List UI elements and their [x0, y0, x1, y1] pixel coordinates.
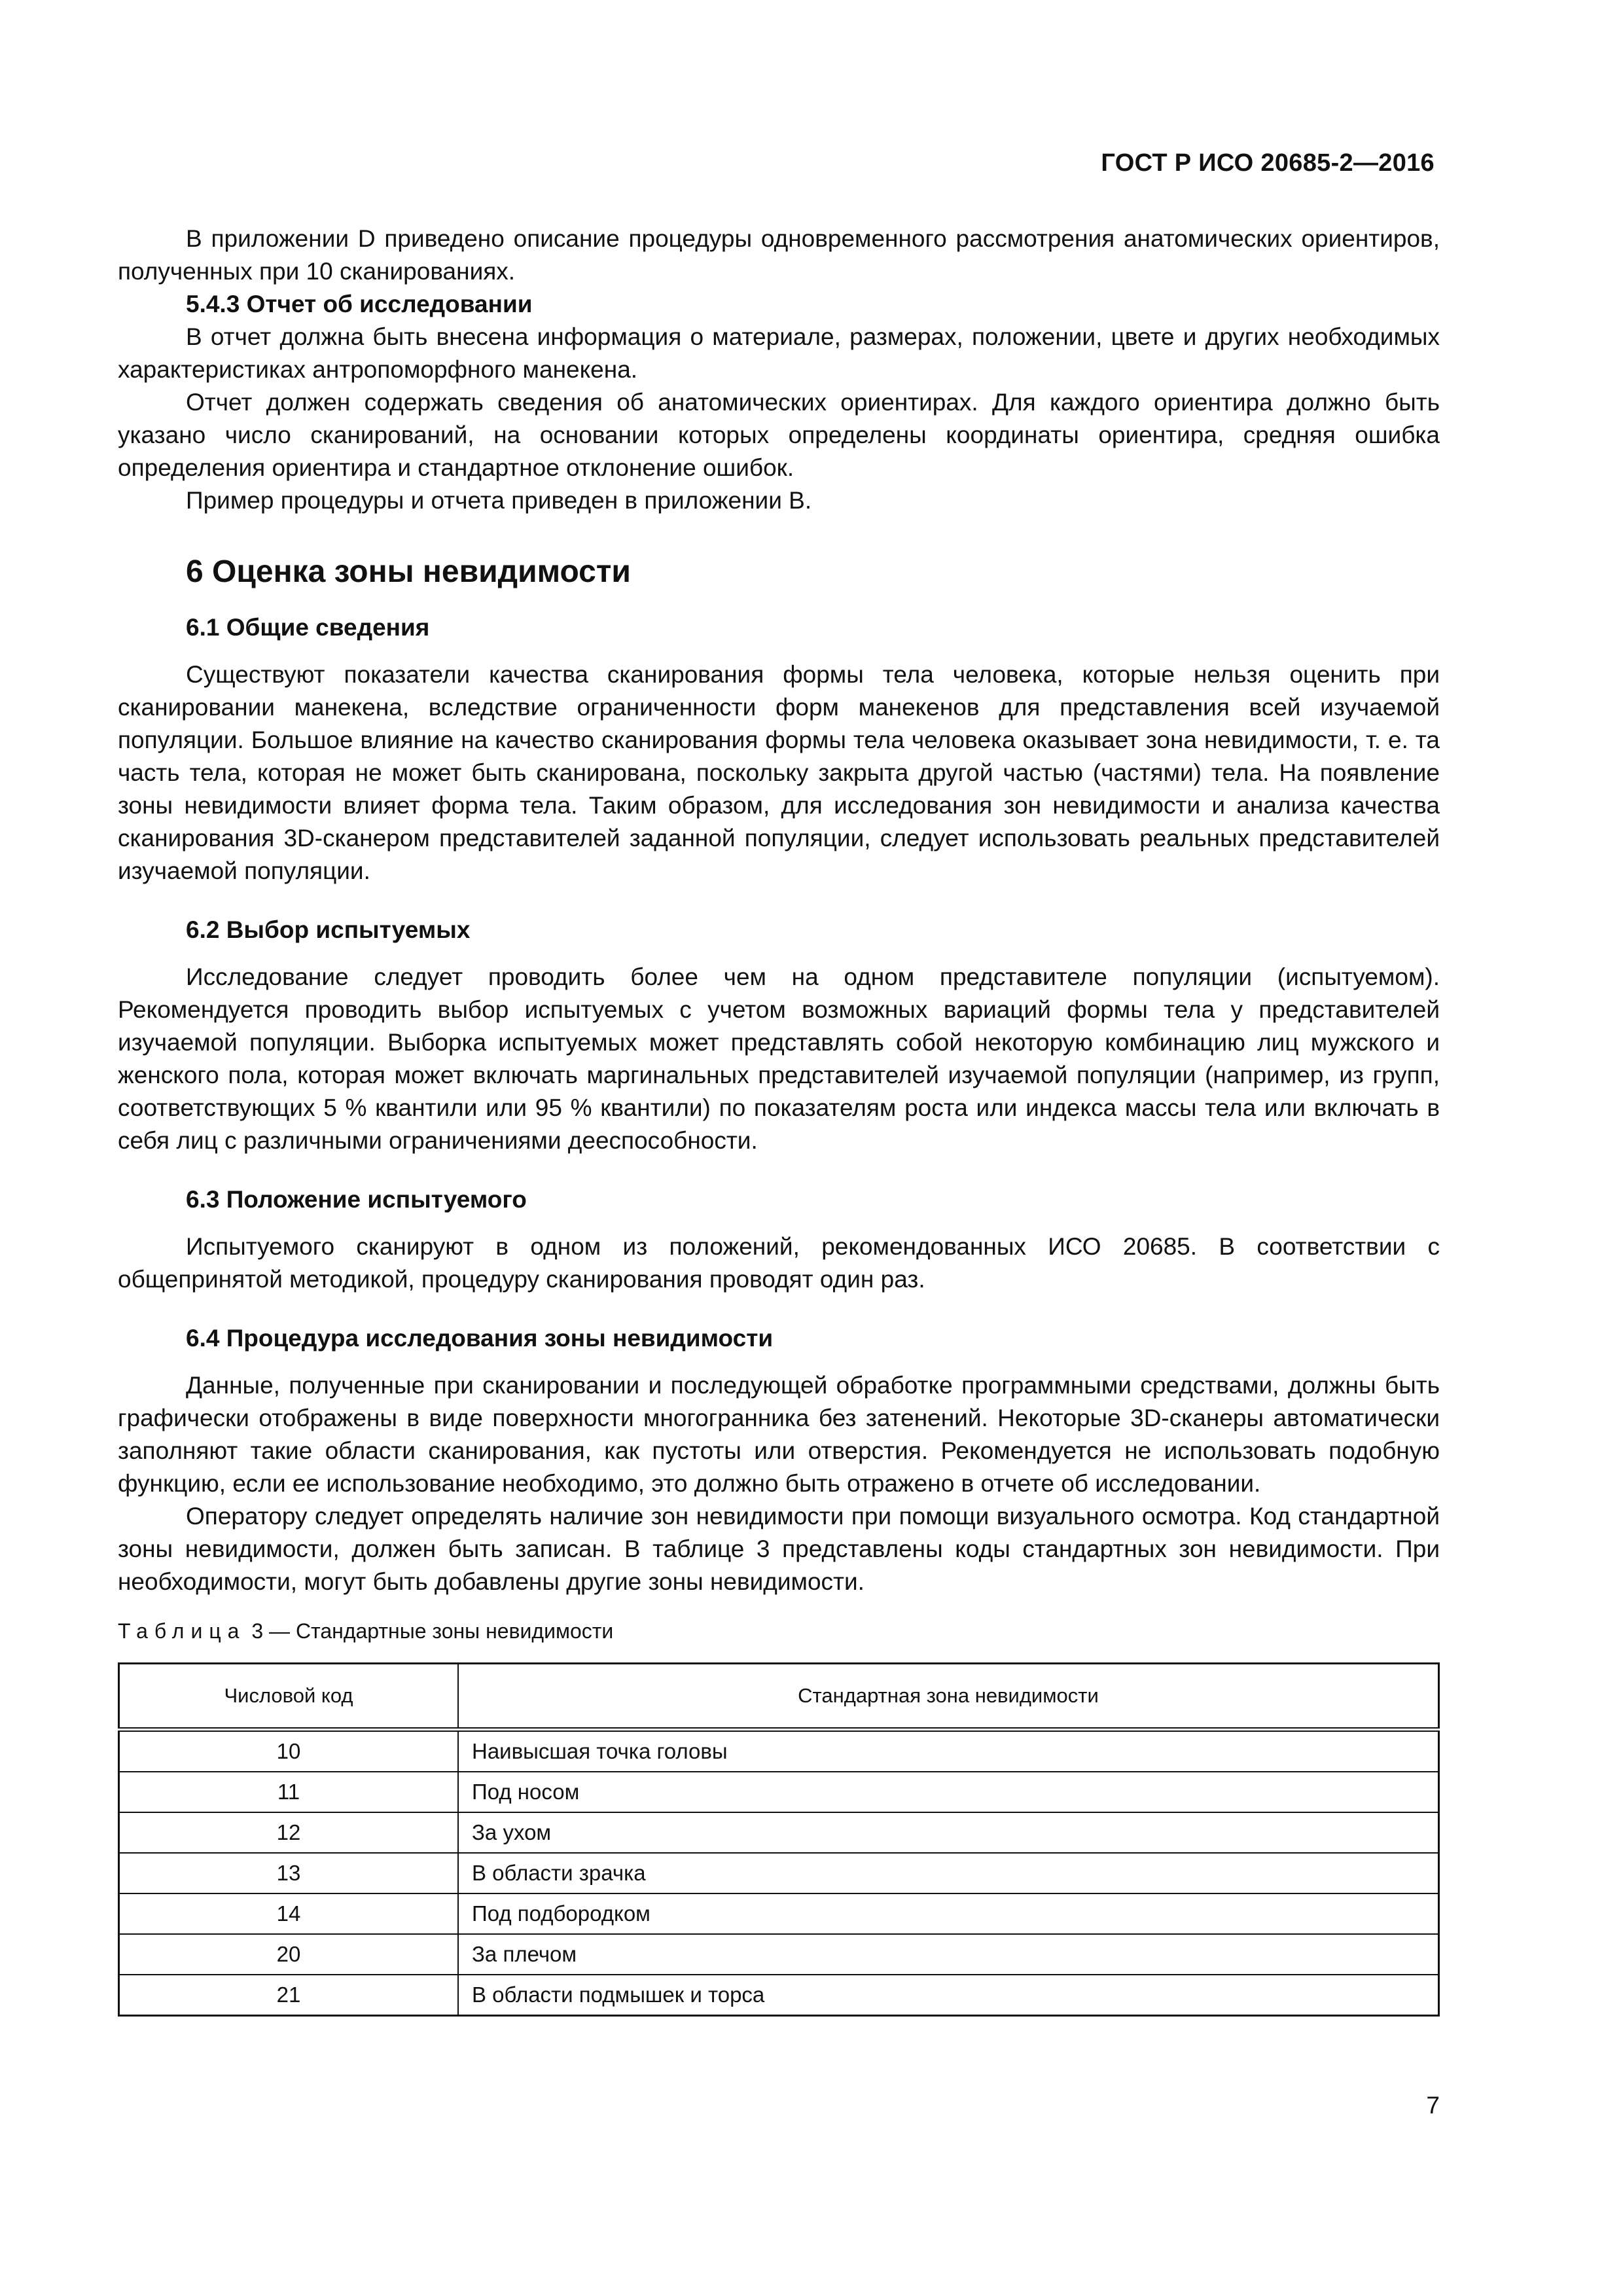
section-6-2-paragraph: Исследование следует проводить более чем на одном представителе популяции (испытуемом). Рекомендуется проводить выбор испытуемых с учетом возможных вариаций формы тела у представителей изучаемой популяции. Выборка испытуемых может представлять собой некоторую комбинацию лиц мужского и женского пола, которая может включать маргинальных представителей изучаемой популяции (например, из групп, соответствующих 5 % квантили или 95 % квантили) по показателям роста или индекса массы тела или включать в себя лиц с различными ограничениями дееспособности.: [118, 963, 1440, 1154]
cell-code: 13: [119, 1853, 459, 1893]
section-6-3-paragraph: Испытуемого сканируют в одном из положений, рекомендованных ИСО 20685. В соответствии с общепринятой методикой, процедуру сканирования проводят один раз.: [118, 1233, 1440, 1293]
page-content: [118, 223, 1440, 2017]
section-6-4-paragraph-1: Данные, полученные при сканировании и последующей обработке программными средствами, должны быть графически отображены в виде поверхности многогранника без затенений. Некоторые 3D-сканеры автоматически заполняют такие области сканирования, как пустоты или отверстия. Рекомендуется не использовать подобную функцию, если ее использование необходимо, это должно быть отражено в отчете об исследовании.: [118, 1372, 1440, 1497]
table-row: [119, 1812, 1439, 1853]
document-code-header: ГОСТ Р ИСО 20685-2—2016: [1101, 149, 1435, 177]
section-6-1-paragraph: Существуют показатели качества сканирования формы тела человека, которые нельзя оценить при сканировании манекена, вследствие ограниченности форм манекенов для представления всей изучаемой популяции. Большое влияние на качество сканирования формы тела человека оказывает зона невидимости, т. е. та часть тела, которая не может быть сканирована, поскольку закрыта другой частью (частями) тела. На появление зоны невидимости влияет форма тела. Таким образом, для исследования зон невидимости и анализа качества сканирования 3D-сканером представителей заданной популяции, следует использовать реальных представителей изучаемой популяции.: [118, 661, 1440, 884]
cell-code: 20: [119, 1934, 459, 1975]
section-6-2-title: 6.2 Выбор испытуемых: [186, 916, 471, 943]
header-standard-zone: Стандартная зона невидимости: [458, 1664, 1439, 1730]
standard-zones-table: [118, 1662, 1440, 2017]
cell-code: 11: [119, 1772, 459, 1812]
header-numeric-code: Числовой код: [119, 1664, 459, 1730]
cell-zone: За плечом: [458, 1934, 1439, 1975]
cell-zone: За ухом: [458, 1812, 1439, 1853]
cell-code: 14: [119, 1893, 459, 1934]
section-6-1-title: 6.1 Общие сведения: [186, 614, 430, 641]
table-row: [119, 1853, 1439, 1893]
cell-zone: Под носом: [458, 1772, 1439, 1812]
table-caption-label: Таблица: [118, 1619, 246, 1643]
cell-code: 12: [119, 1812, 459, 1853]
table-row: [119, 1975, 1439, 2016]
table-row: [119, 1934, 1439, 1975]
table-header-row: [119, 1664, 1439, 1730]
table-row: [119, 1772, 1439, 1812]
section-6-4-paragraph-2: Оператору следует определять наличие зон невидимости при помощи визуального осмотра. Код стандартной зоны невидимости, должен быть записан. В таблице 3 представлены коды стандартных зон невидимости. При необходимости, могут быть добавлены другие зоны невидимости.: [118, 1503, 1440, 1595]
table-row: [119, 1730, 1439, 1772]
cell-zone: Наивысшая точка головы: [458, 1730, 1439, 1772]
section-5-4-3-paragraph-2: Отчет должен содержать сведения об анатомических ориентирах. Для каждого ориентира должно быть указано число сканирований, на основании которых определены координаты ориентира, средняя ошибка определения ориентира и стандартное отклонение ошибок.: [118, 389, 1440, 481]
section-5-4-3-paragraph-1: В отчет должна быть внесена информация о материале, размерах, положении, цвете и других необходимых характеристиках антропоморфного манекена.: [118, 323, 1440, 383]
cell-zone: Под подбородком: [458, 1893, 1439, 1934]
page-number: 7: [1426, 2092, 1440, 2119]
cell-code: 10: [119, 1730, 459, 1772]
section-5-4-3-title: 5.4.3 Отчет об исследовании: [186, 291, 533, 317]
table-caption: [118, 1618, 1440, 1644]
cell-zone: В области подмышек и торса: [458, 1975, 1439, 2016]
cell-zone: В области зрачка: [458, 1853, 1439, 1893]
section-5-4-3-paragraph-3: Пример процедуры и отчета приведен в приложении В.: [186, 487, 812, 514]
section-6-3-title: 6.3 Положение испытуемого: [186, 1186, 527, 1213]
section-6-title: 6 Оценка зоны невидимости: [186, 554, 631, 589]
paragraph-intro: В приложении D приведено описание процедуры одновременного рассмотрения анатомических ориентиров, полученных при 10 сканированиях.: [118, 225, 1440, 285]
cell-code: 21: [119, 1975, 459, 2016]
section-6-4-title: 6.4 Процедура исследования зоны невидимости: [186, 1325, 774, 1352]
table-caption-text: 3 — Стандартные зоны невидимости: [245, 1619, 614, 1643]
table-row: [119, 1893, 1439, 1934]
